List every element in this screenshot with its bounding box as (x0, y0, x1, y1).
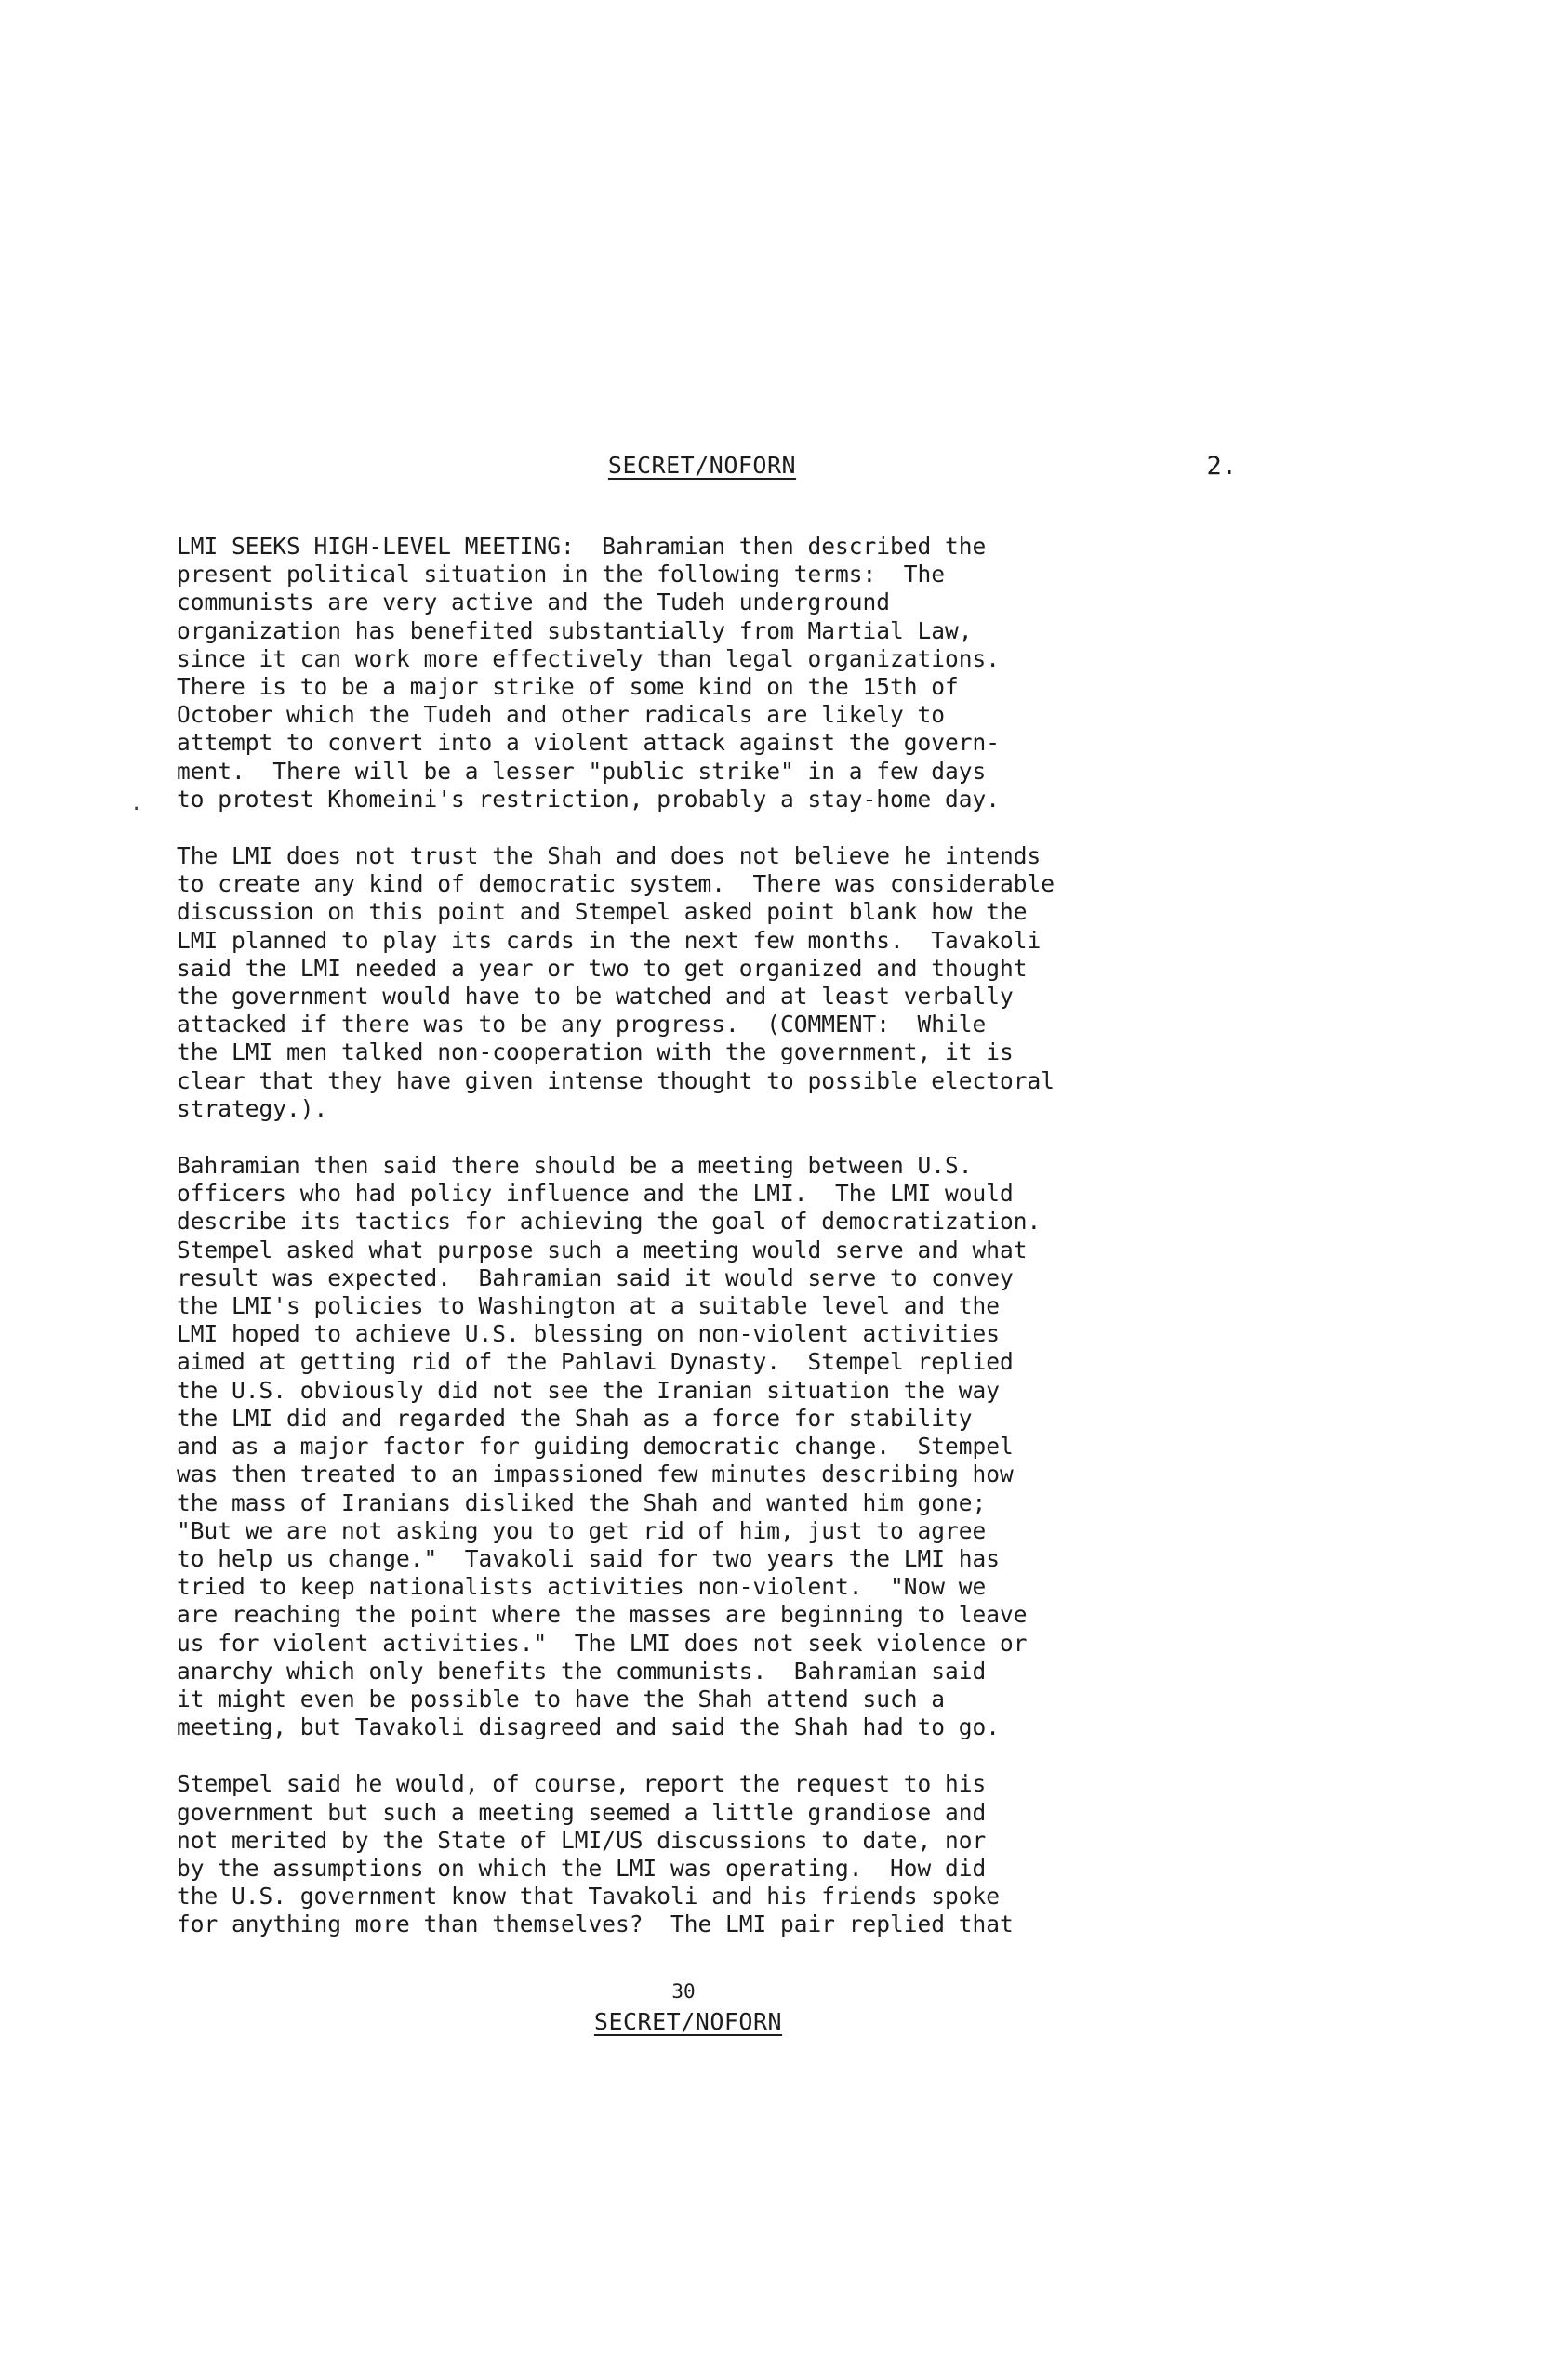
classification-marking-bottom: SECRET/NOFORN (593, 2008, 783, 2035)
page-header (177, 452, 1237, 489)
paragraph-lmi-seeks-meeting: LMI SEEKS HIGH-LEVEL MEETING: Bahramian then described the present political situation in the following terms: The communists are very active and the Tudeh underground organization has benefited substantially from Martial Law, since it can work more effectively than legal organizations. There is to be a major strike of some kind on the 15th of October which the Tudeh and other radicals are likely to attempt to convert into a violent attack against the govern- ment. There will be a lesser "public strike" in a few days to protest Khomeini's restriction, probably a stay-home day. (177, 533, 1001, 813)
classification-marking-top: SECRET/NOFORN (607, 452, 797, 479)
document-number: 30 (671, 1980, 696, 2003)
document-body (177, 533, 1255, 1968)
paragraph-lmi-distrust: The LMI does not trust the Shah and does not believe he intends to create any kind of democratic system. There was considerable discussion on this point and Stempel asked point blank how the LMI planned to play its cards in the next few months. Tavakoli said the LMI needed a year or two to get organized and thought the government would have to be watched and at least verbally attacked if there was to be any progress. (COMMENT: While the LMI men talked non-cooperation with the government, it is clear that they have given intense thought to possible electoral strategy.). (177, 842, 1055, 1122)
paragraph-meeting-proposal: Bahramian then said there should be a meeting between U.S. officers who had policy influence and the LMI. The LMI would describe its tactics for achieving the goal of democratization. Stempel asked what purpose such a meeting would serve and what result was expected. Bahramian said it would serve to convey the LMI's policies to Washington at a suitable level and the LMI hoped to achieve U.S. blessing on non-violent activities aimed at getting rid of the Pahlavi Dynasty. Stempel replied the U.S. obviously did not see the Iranian situation the way the LMI did and regarded the Shah as a force for stability and as a major factor for guiding democratic change. Stempel was then treated to an impassioned few minutes describing how the mass of Iranians disliked the Shah and wanted him gone; "But we are not asking you to get rid of him, just to agree to help us change." Tavakoli said for two years the LMI has tried to keep nationalists activities non-violent. "Now we are reaching the point where the masses are beginning to leave us for violent activities." The LMI does not seek violence or anarchy which only benefits the communists. Bahramian said it might even be possible to have the Shah attend such a meeting, but Tavakoli disagreed and said the Shah had to go. (177, 1152, 1042, 1741)
page-number: 2. (1206, 452, 1237, 481)
page-footer (177, 1980, 1228, 2035)
paragraph-stempel-response: Stempel said he would, of course, report the request to his government but such a meeting seemed a little grandiose and not merited by the State of LMI/US discussions to date, nor by the assumptions on which the LMI was operating. How did the U.S. government know that Tavakoli and his friends spoke for anything more than themselves? The LMI pair replied that (177, 1770, 1014, 1938)
margin-mark: · (130, 798, 143, 821)
